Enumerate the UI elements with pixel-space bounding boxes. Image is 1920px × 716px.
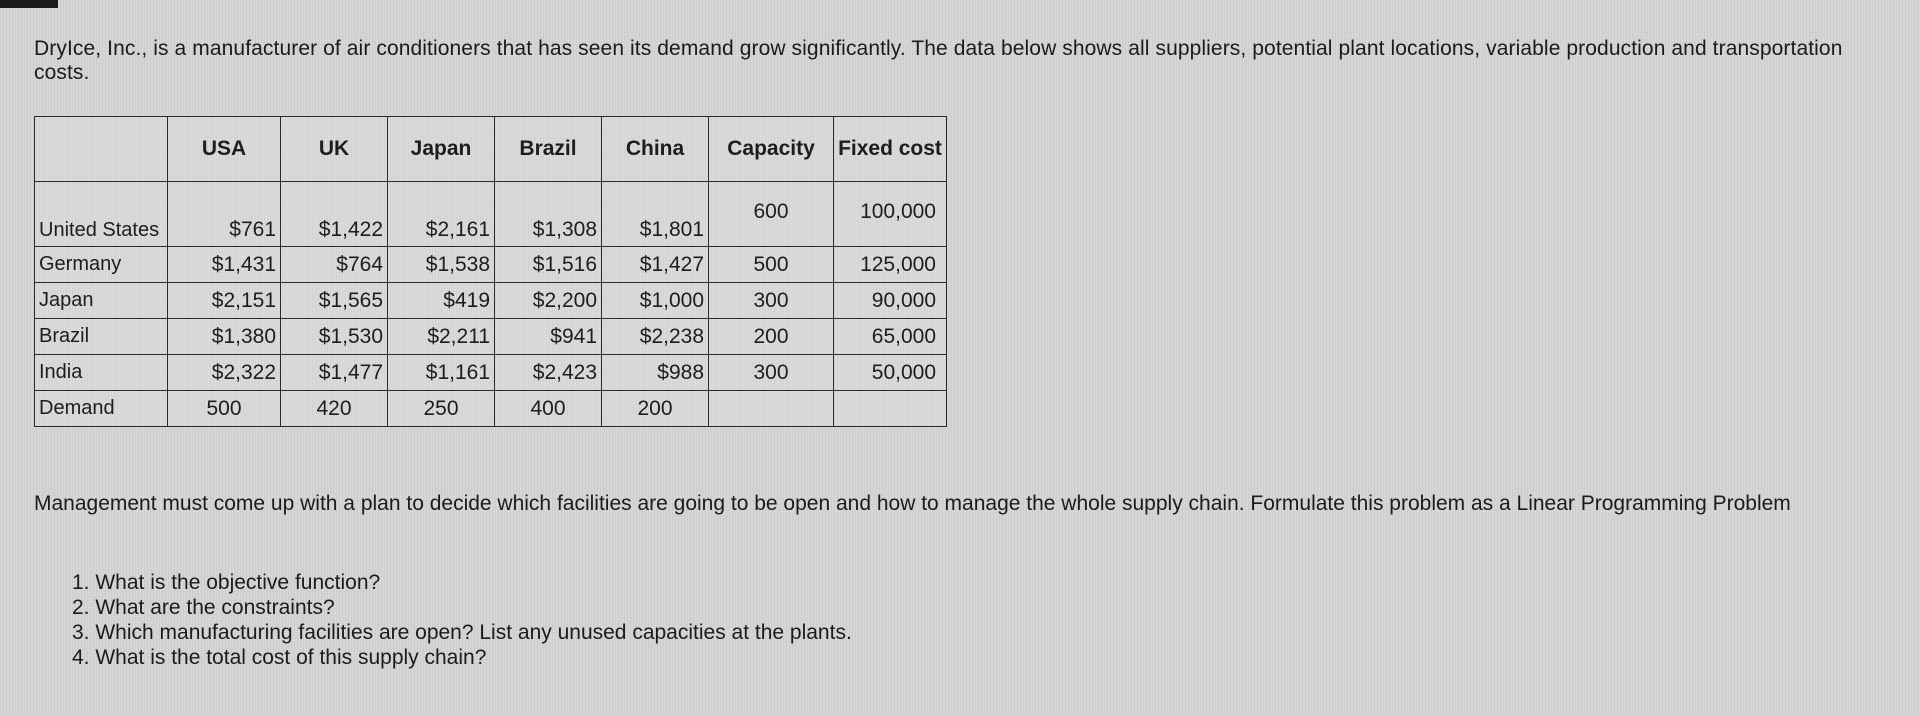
- header-brazil: Brazil: [495, 117, 602, 182]
- demand-row: [35, 391, 947, 427]
- cost-cell: $2,238: [602, 319, 709, 355]
- cost-cell: $2,161: [388, 182, 495, 247]
- demand-cell: 200: [602, 391, 709, 427]
- capacity-cell: 600: [709, 182, 834, 247]
- cost-cell: $2,423: [495, 355, 602, 391]
- header-usa: USA: [168, 117, 281, 182]
- header-china: China: [602, 117, 709, 182]
- cost-cell: $1,431: [168, 247, 281, 283]
- header-corner: [35, 117, 168, 182]
- cost-cell: $1,308: [495, 182, 602, 247]
- cost-cell: $1,565: [281, 283, 388, 319]
- cost-cell: $761: [168, 182, 281, 247]
- demand-cell: 250: [388, 391, 495, 427]
- empty-cell: [834, 391, 947, 427]
- table-row: [35, 355, 947, 391]
- cost-cell: $988: [602, 355, 709, 391]
- corner-mark: [0, 0, 58, 8]
- row-label: India: [35, 355, 168, 391]
- cost-cell: $1,427: [602, 247, 709, 283]
- cost-cell: $1,530: [281, 319, 388, 355]
- empty-cell: [709, 391, 834, 427]
- table-row: [35, 182, 947, 247]
- cost-cell: $1,422: [281, 182, 388, 247]
- demand-cell: 500: [168, 391, 281, 427]
- question-item: 2. What are the constraints?: [72, 596, 335, 619]
- table-header-row: [35, 117, 947, 182]
- question-item: 3. Which manufacturing facilities are open? List any unused capacities at the plants.: [72, 621, 852, 644]
- header-fixed-cost: Fixed cost: [834, 117, 947, 182]
- row-label: Japan: [35, 283, 168, 319]
- cost-cell: $1,161: [388, 355, 495, 391]
- cost-cell: $1,538: [388, 247, 495, 283]
- question-item: 4. What is the total cost of this supply chain?: [72, 646, 487, 669]
- question-item: 1. What is the objective function?: [72, 571, 381, 594]
- capacity-cell: 500: [709, 247, 834, 283]
- question-list: [72, 570, 852, 670]
- cost-cell: $764: [281, 247, 388, 283]
- fixed-cost-cell: 125,000: [834, 247, 947, 283]
- cost-cell: $941: [495, 319, 602, 355]
- cost-cell: $1,516: [495, 247, 602, 283]
- capacity-cell: 300: [709, 355, 834, 391]
- header-capacity: Capacity: [709, 117, 834, 182]
- fixed-cost-cell: 50,000: [834, 355, 947, 391]
- demand-label: Demand: [35, 391, 168, 427]
- cost-table: [34, 116, 947, 427]
- cost-cell: $2,151: [168, 283, 281, 319]
- fixed-cost-cell: 90,000: [834, 283, 947, 319]
- header-uk: UK: [281, 117, 388, 182]
- capacity-cell: 200: [709, 319, 834, 355]
- cost-cell: $419: [388, 283, 495, 319]
- cost-cell: $2,211: [388, 319, 495, 355]
- fixed-cost-cell: 65,000: [834, 319, 947, 355]
- row-label: United States: [35, 182, 168, 247]
- cost-cell: $1,380: [168, 319, 281, 355]
- table-row: [35, 247, 947, 283]
- cost-cell: $1,477: [281, 355, 388, 391]
- demand-cell: 400: [495, 391, 602, 427]
- fixed-cost-cell: 100,000: [834, 182, 947, 247]
- cost-cell: $1,801: [602, 182, 709, 247]
- cost-cell: $2,322: [168, 355, 281, 391]
- cost-cell: $2,200: [495, 283, 602, 319]
- cost-cell: $1,000: [602, 283, 709, 319]
- management-paragraph: Management must come up with a plan to decide which facilities are going to be open and how to manage the whole supply chain. Formulate this problem as a Linear Programming Problem: [34, 492, 1791, 515]
- intro-paragraph: DryIce, Inc., is a manufacturer of air conditioners that has seen its demand grow significantly. The data below shows all suppliers, potential plant locations, variable production and transportation costs.: [34, 37, 1843, 84]
- table-row: [35, 319, 947, 355]
- row-label: Germany: [35, 247, 168, 283]
- header-japan: Japan: [388, 117, 495, 182]
- demand-cell: 420: [281, 391, 388, 427]
- table-row: [35, 283, 947, 319]
- row-label: Brazil: [35, 319, 168, 355]
- capacity-cell: 300: [709, 283, 834, 319]
